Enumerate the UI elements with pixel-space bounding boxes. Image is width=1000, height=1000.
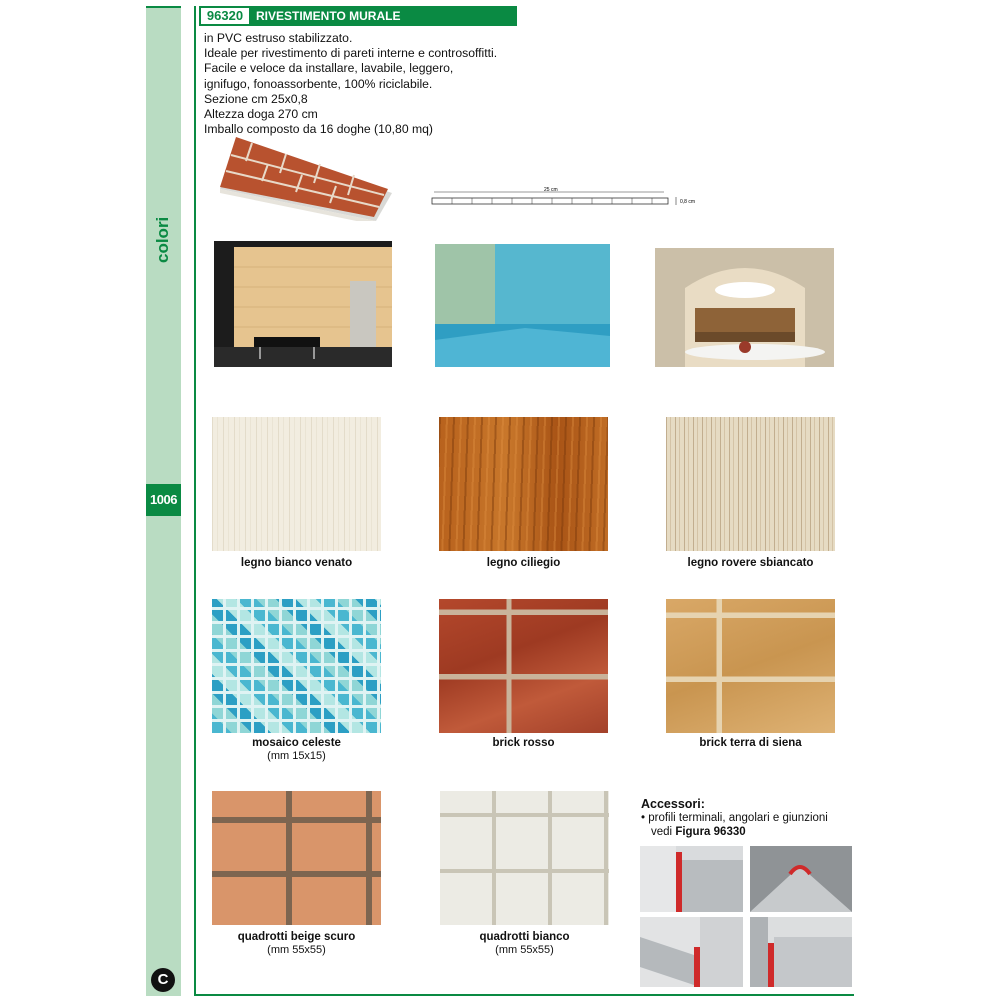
- swatch-caption: quadrotti bianco: [479, 931, 570, 943]
- swatch-quadrotti-bianco: [440, 791, 609, 925]
- description-line: Altezza doga 270 cm: [204, 107, 318, 122]
- description-line: in PVC estruso stabilizzato.: [204, 31, 353, 45]
- room-photo-pool: [435, 244, 610, 367]
- section-label: colori: [153, 216, 172, 263]
- side-band-top-line: [146, 6, 181, 8]
- diagram-thickness-label: 0,8 cm: [680, 199, 696, 205]
- swatch-legno-ciliegio: [439, 417, 608, 551]
- product-description: [204, 31, 534, 137]
- room-photo-kitchen: [655, 248, 834, 367]
- product-title: RIVESTIMENTO MURALE: [256, 9, 401, 23]
- swatch-caption: mosaico celeste: [252, 737, 341, 749]
- swatch-legno-bianco-venato: [212, 417, 381, 551]
- swatch-caption: legno ciliegio: [486, 557, 561, 569]
- description-line: Ideale per rivestimento di pareti interne e controsoffitti.: [204, 46, 498, 61]
- room-photo-office: [214, 241, 392, 367]
- description-line: Sezione cm 25x0,8: [204, 91, 308, 106]
- page-number: 1006: [146, 484, 181, 516]
- swatch-caption: quadrotti beige scuro: [237, 931, 356, 943]
- accessory-photo-joint-profile: [750, 917, 852, 987]
- accessories-figure-ref: Figura 96330: [675, 826, 746, 838]
- publisher-logo: C: [151, 968, 175, 992]
- swatch-legno-rovere-sbiancato: [666, 417, 835, 551]
- accessory-photo-corner-profile: [750, 846, 852, 912]
- accessory-photo-angle-profile: [640, 917, 743, 987]
- accessories-reference: [651, 826, 746, 838]
- diagram-width-label: 25 cm: [544, 187, 558, 193]
- swatch-brick-rosso: [439, 599, 608, 733]
- accessories-description: • profili terminali, angolari e giunzioni: [641, 812, 828, 824]
- swatch-caption: brick rosso: [492, 737, 555, 749]
- accessories-reference-prefix: vedi: [651, 826, 673, 838]
- product-code: 96320: [201, 8, 249, 24]
- description-line: ignifugo, fonoassorbente, 100% riciclabile.: [204, 76, 433, 91]
- swatch-size: (mm 15x15): [267, 750, 326, 762]
- swatch-caption: legno rovere sbiancato: [687, 557, 814, 569]
- swatch-mosaico-celeste: [212, 599, 381, 733]
- swatch-size: (mm 55x55): [495, 944, 554, 956]
- swatch-caption: legno bianco venato: [240, 557, 353, 569]
- swatch-brick-terra-di-siena: [666, 599, 835, 733]
- panel-product-image: [216, 137, 392, 221]
- description-line: Facile e veloce da installare, lavabile, leggero,: [204, 61, 454, 76]
- accessories-title: Accessori:: [641, 797, 705, 811]
- swatch-quadrotti-beige-scuro: [212, 791, 381, 925]
- accessory-photo-terminal-profile: [640, 846, 743, 912]
- description-line: Imballo composto da 16 doghe (10,80 mq): [204, 122, 433, 137]
- vertical-divider: [194, 6, 196, 996]
- swatch-size: (mm 55x55): [267, 944, 326, 956]
- bottom-divider: [194, 994, 854, 996]
- section-diagram: [424, 184, 704, 214]
- swatch-caption: brick terra di siena: [699, 737, 802, 749]
